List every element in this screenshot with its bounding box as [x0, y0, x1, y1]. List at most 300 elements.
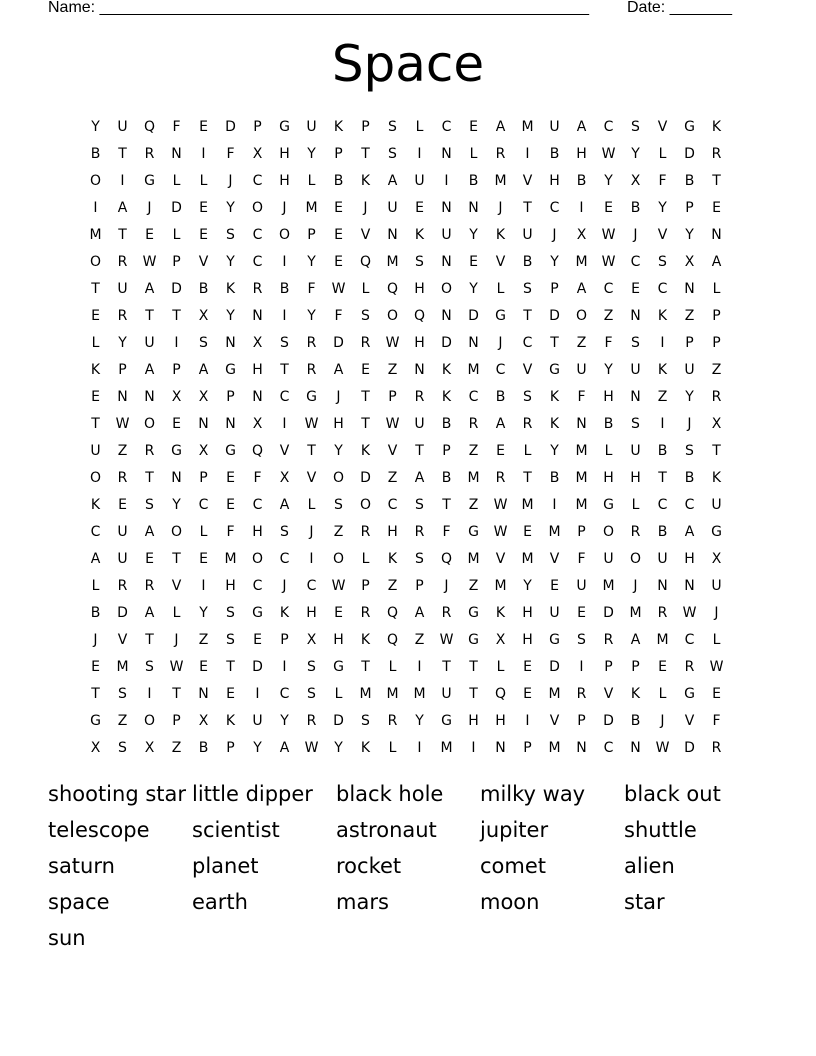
grid-letter: Z [387, 577, 398, 594]
grid-letter: C [603, 280, 614, 297]
grid-letter: Q [386, 604, 399, 621]
grid-letter: G [225, 361, 236, 378]
grid-letter: N [576, 415, 587, 432]
grid-letter: X [576, 226, 587, 243]
grid-letter: R [630, 523, 641, 540]
grid-letter: V [306, 469, 317, 486]
grid-letter: O [143, 415, 156, 432]
grid-letter: X [306, 631, 317, 648]
grid-letter: A [90, 550, 101, 567]
grid-letter: Y [550, 442, 559, 459]
grid-letter: A [495, 415, 506, 432]
grid-letter: J [363, 199, 368, 216]
grid-letter: I [525, 712, 530, 729]
grid-letter: E [199, 550, 208, 567]
grid-letter: C [279, 550, 290, 567]
grid-letter: T [361, 388, 370, 405]
grid-letter: K [495, 226, 506, 243]
grid-letter: Y [685, 226, 694, 243]
grid-letter: K [360, 631, 371, 648]
grid-letter: K [657, 361, 668, 378]
grid-letter: T [91, 415, 100, 432]
grid-letter: J [282, 199, 287, 216]
grid-letter: L [415, 118, 424, 135]
grid-letter: P [118, 361, 127, 378]
grid-letter: P [415, 577, 424, 594]
grid-letter: H [495, 712, 506, 729]
grid-letter: L [361, 550, 370, 567]
grid-letter: T [172, 550, 181, 567]
grid-letter: E [712, 685, 721, 702]
grid-letter: Q [413, 307, 426, 324]
grid-letter: M [89, 226, 102, 243]
word-bank-item: saturn [48, 854, 115, 878]
grid-letter: C [252, 172, 263, 189]
grid-letter: S [280, 334, 289, 351]
grid-letter: A [414, 469, 425, 486]
grid-letter: N [630, 388, 641, 405]
name-field[interactable]: Name: _______________________________________________________ [48, 0, 589, 16]
grid-letter: T [523, 307, 532, 324]
grid-letter: N [252, 307, 263, 324]
grid-letter: U [576, 577, 587, 594]
grid-letter: B [657, 523, 668, 540]
grid-letter: P [199, 469, 208, 486]
grid-letter: U [117, 118, 128, 135]
grid-letter: U [684, 361, 695, 378]
grid-letter: T [145, 469, 154, 486]
grid-letter: U [630, 361, 641, 378]
word-bank-item: rocket [336, 854, 402, 878]
grid-letter: N [117, 388, 128, 405]
grid-letter: M [602, 577, 615, 594]
grid-letter: P [226, 739, 235, 756]
grid-letter: Y [658, 199, 667, 216]
grid-letter: M [224, 550, 237, 567]
grid-letter: F [226, 523, 235, 540]
grid-letter: R [684, 658, 695, 675]
grid-letter: H [306, 604, 317, 621]
grid-letter: M [413, 685, 426, 702]
grid-letter: R [360, 334, 371, 351]
grid-letter: D [441, 334, 452, 351]
grid-letter: M [575, 496, 588, 513]
grid-letter: P [550, 280, 559, 297]
grid-letter: K [90, 496, 101, 513]
grid-letter: Y [307, 253, 316, 270]
grid-letter: L [172, 226, 181, 243]
grid-letter: D [252, 658, 263, 675]
grid-letter: W [385, 415, 400, 432]
grid-letter: J [282, 577, 287, 594]
grid-letter: S [118, 739, 127, 756]
grid-letter: C [198, 496, 209, 513]
grid-letter: S [280, 523, 289, 540]
date-field[interactable]: Date: _______ [627, 0, 732, 16]
grid-letter: B [684, 469, 695, 486]
grid-letter: W [601, 253, 616, 270]
grid-letter: B [90, 604, 101, 621]
grid-letter: Z [171, 739, 182, 756]
grid-letter: U [90, 442, 101, 459]
grid-letter: V [522, 172, 533, 189]
grid-letter: K [495, 604, 506, 621]
grid-letter: B [684, 172, 695, 189]
grid-letter: E [550, 577, 559, 594]
grid-letter: R [468, 415, 479, 432]
grid-letter: J [336, 388, 341, 405]
grid-letter: E [118, 496, 127, 513]
grid-letter: O [386, 307, 399, 324]
grid-letter: S [388, 145, 397, 162]
grid-letter: E [523, 685, 532, 702]
grid-letter: I [201, 577, 206, 594]
grid-letter: H [333, 631, 344, 648]
grid-letter: T [172, 685, 181, 702]
grid-letter: J [714, 604, 719, 621]
grid-letter: K [414, 226, 425, 243]
grid-letter: B [603, 415, 614, 432]
grid-letter: R [414, 388, 425, 405]
grid-letter: S [145, 658, 154, 675]
grid-letter: Z [198, 631, 209, 648]
grid-letter: W [169, 658, 184, 675]
grid-letter: H [522, 604, 533, 621]
grid-letter: I [174, 334, 179, 351]
grid-letter: C [522, 334, 533, 351]
grid-letter: Z [387, 469, 398, 486]
grid-letter: T [442, 496, 451, 513]
grid-letter: R [360, 604, 371, 621]
grid-letter: G [441, 712, 452, 729]
grid-letter: S [415, 550, 424, 567]
word-bank-item: mars [336, 890, 389, 914]
grid-letter: M [386, 253, 399, 270]
grid-letter: R [144, 442, 155, 459]
word-bank-item: black out [624, 782, 721, 806]
grid-letter: S [685, 442, 694, 459]
grid-letter: S [577, 631, 586, 648]
grid-letter: N [144, 388, 155, 405]
grid-letter: W [493, 496, 508, 513]
grid-letter: G [144, 172, 155, 189]
grid-letter: Y [415, 712, 424, 729]
grid-letter: N [441, 253, 452, 270]
grid-letter: W [385, 334, 400, 351]
grid-letter: L [388, 739, 397, 756]
grid-letter: L [334, 685, 343, 702]
grid-letter: F [577, 388, 586, 405]
grid-letter: R [495, 469, 506, 486]
grid-letter: E [334, 253, 343, 270]
grid-letter: G [225, 442, 236, 459]
grid-letter: Z [387, 361, 398, 378]
grid-letter: L [712, 631, 721, 648]
grid-letter: A [711, 253, 722, 270]
grid-letter: K [279, 604, 290, 621]
grid-letter: U [603, 550, 614, 567]
grid-letter: O [575, 307, 588, 324]
grid-letter: Z [657, 388, 668, 405]
grid-letter: M [521, 118, 534, 135]
grid-letter: K [360, 739, 371, 756]
grid-letter: U [630, 442, 641, 459]
grid-letter: C [684, 631, 695, 648]
grid-letter: K [387, 550, 398, 567]
grid-letter: J [309, 523, 314, 540]
grid-letter: S [334, 496, 343, 513]
grid-letter: T [442, 658, 451, 675]
grid-letter: F [253, 469, 262, 486]
grid-letter: E [172, 415, 181, 432]
grid-letter: T [361, 415, 370, 432]
grid-letter: L [712, 280, 721, 297]
grid-letter: O [170, 523, 183, 540]
grid-letter: T [658, 469, 667, 486]
grid-letter: A [576, 280, 587, 297]
grid-letter: T [172, 307, 181, 324]
grid-letter: V [117, 631, 128, 648]
grid-letter: P [604, 658, 613, 675]
grid-letter: E [334, 604, 343, 621]
grid-letter: K [360, 442, 371, 459]
grid-letter: P [712, 307, 721, 324]
grid-letter: S [118, 685, 127, 702]
grid-letter: P [577, 712, 586, 729]
grid-letter: H [468, 712, 479, 729]
grid-letter: U [387, 199, 398, 216]
grid-letter: I [417, 739, 422, 756]
grid-letter: R [414, 523, 425, 540]
grid-letter: U [252, 712, 263, 729]
grid-letter: D [171, 199, 182, 216]
grid-letter: S [631, 415, 640, 432]
word-bank-item: star [624, 890, 665, 914]
grid-letter: K [711, 469, 722, 486]
grid-letter: P [577, 523, 586, 540]
grid-letter: W [682, 604, 697, 621]
grid-letter: J [228, 172, 233, 189]
grid-letter: Q [440, 550, 453, 567]
grid-letter: R [522, 415, 533, 432]
grid-letter: O [359, 496, 372, 513]
grid-letter: B [198, 739, 209, 756]
grid-letter: D [684, 739, 695, 756]
grid-letter: V [684, 712, 695, 729]
grid-letter: L [604, 442, 613, 459]
grid-letter: E [91, 307, 100, 324]
grid-letter: Y [604, 361, 613, 378]
grid-letter: U [306, 118, 317, 135]
grid-letter: K [441, 388, 452, 405]
grid-letter: J [552, 226, 557, 243]
grid-letter: V [198, 253, 209, 270]
grid-letter: U [576, 361, 587, 378]
word-bank-item: astronaut [336, 818, 437, 842]
grid-letter: I [255, 685, 260, 702]
grid-letter: G [306, 388, 317, 405]
grid-letter: E [577, 604, 586, 621]
grid-letter: U [117, 280, 128, 297]
grid-letter: X [495, 631, 506, 648]
grid-letter: N [441, 199, 452, 216]
grid-letter: N [414, 361, 425, 378]
grid-letter: H [225, 577, 236, 594]
grid-letter: D [468, 307, 479, 324]
grid-letter: M [440, 739, 453, 756]
grid-letter: V [495, 550, 506, 567]
grid-letter: Q [386, 280, 399, 297]
grid-letter: C [657, 496, 668, 513]
grid-letter: P [361, 118, 370, 135]
grid-letter: J [147, 199, 152, 216]
grid-letter: N [198, 685, 209, 702]
grid-letter: F [658, 172, 667, 189]
grid-letter: S [307, 658, 316, 675]
grid-letter: T [523, 469, 532, 486]
grid-letter: G [549, 361, 560, 378]
word-bank-item: scientist [192, 818, 280, 842]
grid-letter: B [576, 172, 587, 189]
grid-letter: E [334, 199, 343, 216]
grid-letter: F [334, 307, 343, 324]
grid-letter: K [630, 685, 641, 702]
grid-letter: C [252, 577, 263, 594]
grid-letter: H [414, 334, 425, 351]
grid-letter: N [711, 226, 722, 243]
grid-letter: O [602, 523, 615, 540]
grid-letter: H [252, 523, 263, 540]
grid-letter: V [279, 442, 290, 459]
grid-letter: E [91, 658, 100, 675]
grid-letter: T [469, 685, 478, 702]
grid-letter: O [629, 550, 642, 567]
grid-letter: B [468, 172, 479, 189]
grid-letter: U [549, 118, 560, 135]
grid-letter: B [279, 280, 290, 297]
grid-letter: N [468, 199, 479, 216]
grid-letter: A [198, 361, 209, 378]
grid-letter: C [549, 199, 560, 216]
grid-letter: E [496, 442, 505, 459]
grid-letter: V [495, 253, 506, 270]
grid-letter: S [415, 253, 424, 270]
grid-letter: E [253, 631, 262, 648]
grid-letter: Y [118, 334, 127, 351]
grid-letter: K [549, 415, 560, 432]
grid-letter: P [280, 631, 289, 648]
grid-letter: M [521, 550, 534, 567]
word-bank-item: black hole [336, 782, 444, 806]
grid-letter: S [388, 118, 397, 135]
grid-letter: S [199, 334, 208, 351]
grid-letter: N [684, 280, 695, 297]
grid-letter: S [523, 280, 532, 297]
grid-letter: K [441, 361, 452, 378]
grid-letter: G [468, 631, 479, 648]
grid-letter: H [414, 280, 425, 297]
grid-letter: L [91, 577, 100, 594]
grid-letter: I [660, 415, 665, 432]
grid-letter: X [198, 388, 209, 405]
grid-letter: I [147, 685, 152, 702]
grid-letter: Q [251, 442, 264, 459]
grid-letter: M [386, 685, 399, 702]
grid-letter: Z [117, 442, 128, 459]
grid-letter: S [415, 496, 424, 513]
grid-letter: I [579, 199, 584, 216]
grid-letter: F [307, 280, 316, 297]
grid-letter: C [252, 253, 263, 270]
grid-letter: G [333, 658, 344, 675]
grid-letter: X [252, 415, 263, 432]
grid-letter: U [117, 523, 128, 540]
grid-letter: X [684, 253, 695, 270]
grid-letter: D [333, 334, 344, 351]
grid-letter: B [630, 199, 641, 216]
grid-letter: J [174, 631, 179, 648]
grid-letter: T [712, 172, 721, 189]
grid-letter: B [549, 145, 560, 162]
grid-letter: I [282, 658, 287, 675]
grid-letter: D [549, 658, 560, 675]
grid-letter: X [630, 172, 641, 189]
grid-letter: I [660, 334, 665, 351]
grid-letter: C [495, 361, 506, 378]
grid-letter: P [388, 388, 397, 405]
grid-letter: K [549, 388, 560, 405]
grid-letter: C [441, 118, 452, 135]
grid-letter: L [388, 658, 397, 675]
grid-letter: L [91, 334, 100, 351]
grid-letter: S [226, 604, 235, 621]
grid-letter: F [712, 712, 721, 729]
grid-letter: P [361, 577, 370, 594]
grid-letter: M [575, 442, 588, 459]
grid-letter: U [522, 226, 533, 243]
grid-letter: O [251, 199, 264, 216]
grid-letter: E [145, 550, 154, 567]
grid-letter: O [332, 469, 345, 486]
grid-letter: L [172, 172, 181, 189]
grid-letter: H [252, 361, 263, 378]
grid-letter: G [603, 496, 614, 513]
grid-letter: Y [334, 442, 343, 459]
grid-letter: Z [333, 523, 344, 540]
grid-letter: A [117, 199, 128, 216]
grid-letter: E [199, 118, 208, 135]
grid-letter: U [414, 415, 425, 432]
grid-letter: I [552, 496, 557, 513]
grid-letter: T [118, 145, 127, 162]
grid-letter: W [142, 253, 157, 270]
grid-letter: R [711, 388, 722, 405]
grid-letter: N [657, 577, 668, 594]
grid-letter: R [360, 523, 371, 540]
grid-letter: L [361, 280, 370, 297]
grid-letter: Y [550, 253, 559, 270]
grid-letter: L [631, 496, 640, 513]
grid-letter: R [387, 712, 398, 729]
grid-letter: A [279, 739, 290, 756]
grid-letter: R [441, 604, 452, 621]
grid-letter: H [522, 631, 533, 648]
grid-letter: Z [117, 712, 128, 729]
grid-letter: T [91, 280, 100, 297]
grid-letter: N [252, 388, 263, 405]
grid-letter: I [417, 658, 422, 675]
grid-letter: Y [280, 712, 289, 729]
